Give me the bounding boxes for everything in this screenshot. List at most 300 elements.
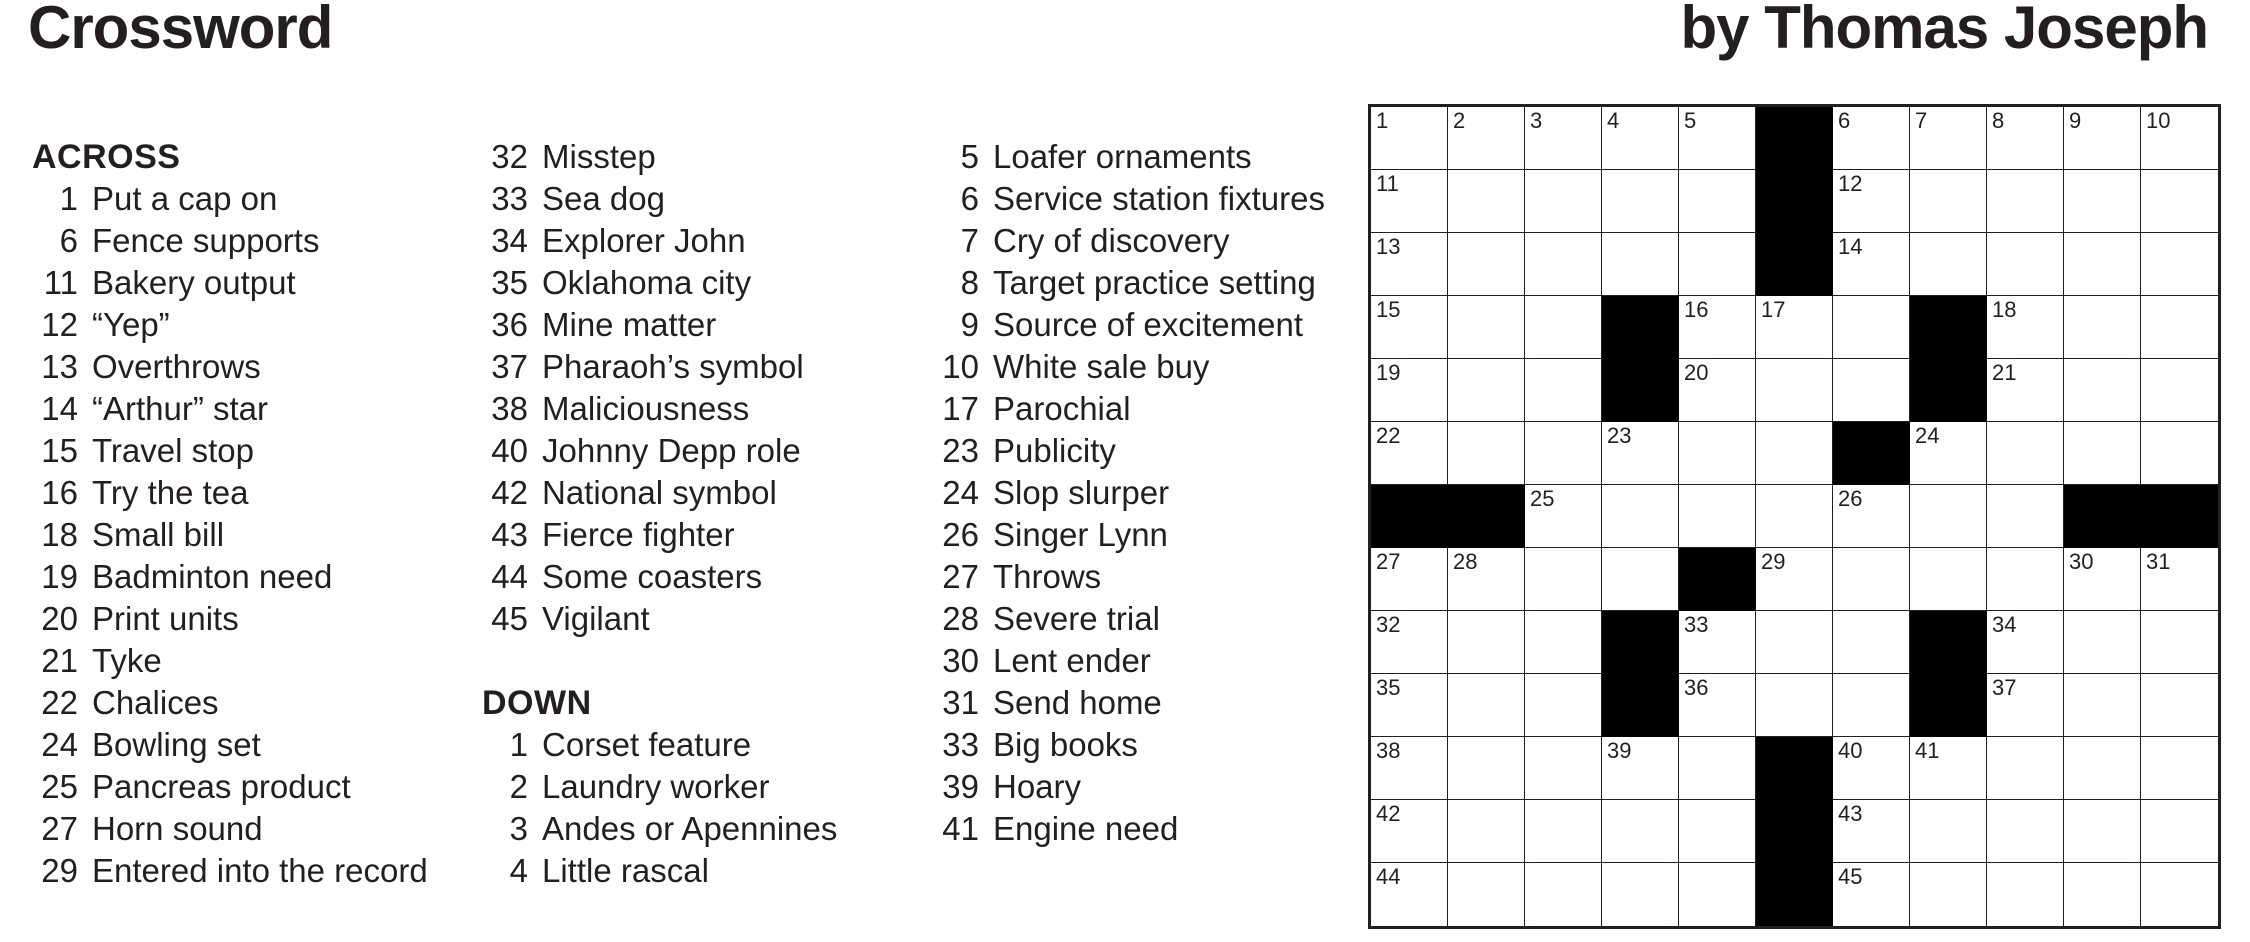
grid-cell[interactable] — [2064, 611, 2141, 674]
down-clue — [933, 304, 1373, 346]
across-clue — [32, 220, 472, 262]
clue-number: 13 — [41, 348, 78, 385]
clue-text: Explorer John — [542, 222, 746, 259]
grid-cell[interactable] — [1987, 674, 2064, 737]
black-square — [1910, 674, 1987, 737]
across-clue — [32, 682, 472, 724]
grid-cell[interactable] — [2064, 359, 2141, 422]
grid-cell[interactable] — [1602, 800, 1679, 863]
clue-text: Andes or Apennines — [542, 810, 838, 847]
grid-cell[interactable] — [1371, 611, 1448, 674]
grid-cell[interactable] — [2064, 548, 2141, 611]
cell-number: 38 — [1376, 738, 1401, 763]
grid-cell[interactable] — [1448, 233, 1525, 296]
clue-number: 30 — [942, 642, 979, 679]
grid-cell[interactable] — [1679, 296, 1756, 359]
clue-number: 33 — [491, 180, 528, 217]
clue-number: 40 — [491, 432, 528, 469]
clue-number: 39 — [942, 768, 979, 805]
grid-cell[interactable] — [1679, 107, 1756, 170]
clue-column-1 — [32, 136, 472, 892]
grid-cell[interactable] — [2141, 170, 2218, 233]
clue-text: Oklahoma city — [542, 264, 752, 301]
grid-cell[interactable] — [1448, 296, 1525, 359]
clue-number: 28 — [942, 600, 979, 637]
clue-text: Send home — [993, 684, 1162, 721]
clue-number: 12 — [41, 306, 78, 343]
cell-number: 1 — [1376, 108, 1389, 133]
grid-cell[interactable] — [1602, 863, 1679, 926]
clue-number: 23 — [942, 432, 979, 469]
grid-cell[interactable] — [1525, 107, 1602, 170]
black-square — [1679, 548, 1756, 611]
across-clue — [32, 430, 472, 472]
cell-number: 27 — [1376, 549, 1401, 574]
across-clue — [482, 514, 922, 556]
clue-number: 42 — [491, 474, 528, 511]
grid-cell[interactable] — [2141, 359, 2218, 422]
clue-number: 29 — [41, 852, 78, 889]
clue-number: 7 — [960, 222, 979, 259]
grid-cell[interactable] — [2064, 863, 2141, 926]
cell-number: 33 — [1684, 612, 1709, 637]
down-clue — [933, 388, 1373, 430]
clue-number: 1 — [509, 726, 528, 763]
grid-cell[interactable] — [1833, 170, 1910, 233]
clue-text: Vigilant — [542, 600, 650, 637]
grid-cell[interactable] — [1987, 107, 2064, 170]
grid-cell[interactable] — [1833, 233, 1910, 296]
grid-cell[interactable] — [1756, 422, 1833, 485]
cell-number: 10 — [2146, 108, 2171, 133]
grid-cell[interactable] — [1987, 422, 2064, 485]
clue-number: 14 — [41, 390, 78, 427]
clue-number: 32 — [491, 138, 528, 175]
grid-cell[interactable] — [1602, 107, 1679, 170]
cell-number: 16 — [1684, 297, 1709, 322]
grid-cell[interactable] — [1910, 170, 1987, 233]
grid-cell[interactable] — [1371, 674, 1448, 737]
clue-column-3 — [933, 136, 1373, 850]
clue-text: Lent ender — [993, 642, 1151, 679]
grid-cell[interactable] — [1679, 800, 1756, 863]
cell-number: 23 — [1607, 423, 1632, 448]
across-heading: ACROSS — [32, 138, 181, 176]
grid-cell[interactable] — [1525, 170, 1602, 233]
clue-text: Badminton need — [92, 558, 333, 595]
crossword-grid — [1368, 104, 2221, 929]
down-clue — [933, 346, 1373, 388]
clue-number: 45 — [491, 600, 528, 637]
black-square — [1756, 233, 1833, 296]
across-clue — [482, 430, 922, 472]
clue-number: 24 — [942, 474, 979, 511]
grid-cell[interactable] — [1371, 863, 1448, 926]
down-clue — [933, 598, 1373, 640]
down-clue — [933, 472, 1373, 514]
clue-text: Tyke — [92, 642, 162, 679]
grid-cell[interactable] — [1987, 737, 2064, 800]
grid-cell[interactable] — [1525, 296, 1602, 359]
cell-number: 15 — [1376, 297, 1401, 322]
grid-cell[interactable] — [2064, 233, 2141, 296]
grid-cell[interactable] — [1910, 737, 1987, 800]
black-square — [1602, 674, 1679, 737]
clue-number: 27 — [942, 558, 979, 595]
grid-cell[interactable] — [1602, 737, 1679, 800]
cell-number: 25 — [1530, 486, 1555, 511]
clue-text: Hoary — [993, 768, 1082, 805]
grid-cell[interactable] — [1756, 485, 1833, 548]
clue-text: Laundry worker — [542, 768, 770, 805]
across-clue — [32, 514, 472, 556]
down-clue — [933, 514, 1373, 556]
grid-cell[interactable] — [1602, 422, 1679, 485]
grid-cell[interactable] — [1987, 800, 2064, 863]
cell-number: 42 — [1376, 801, 1401, 826]
clue-text: Little rascal — [542, 852, 709, 889]
down-clue — [933, 640, 1373, 682]
across-clue — [482, 178, 922, 220]
grid-cell[interactable] — [2064, 674, 2141, 737]
clue-text: Pharaoh’s symbol — [542, 348, 804, 385]
cell-number: 40 — [1838, 738, 1863, 763]
down-clue — [933, 262, 1373, 304]
cell-number: 4 — [1607, 108, 1620, 133]
grid-cell[interactable] — [1756, 611, 1833, 674]
grid-cell[interactable] — [1525, 863, 1602, 926]
grid-cell[interactable] — [1679, 170, 1756, 233]
grid-cell[interactable] — [2141, 548, 2218, 611]
clue-number: 1 — [59, 180, 78, 217]
clue-text: Sea dog — [542, 180, 665, 217]
cell-number: 13 — [1376, 234, 1401, 259]
black-square — [1910, 359, 1987, 422]
grid-cell[interactable] — [1602, 233, 1679, 296]
clue-text: Small bill — [92, 516, 225, 553]
grid-cell[interactable] — [1679, 737, 1756, 800]
grid-cell[interactable] — [1833, 296, 1910, 359]
cell-number: 41 — [1915, 738, 1940, 763]
grid-cell[interactable] — [1371, 233, 1448, 296]
clue-number: 25 — [41, 768, 78, 805]
grid-cell[interactable] — [1910, 548, 1987, 611]
clue-text: Try the tea — [92, 474, 249, 511]
clue-text: Loafer ornaments — [993, 138, 1252, 175]
page-title: Crossword — [28, 0, 333, 61]
grid-cell[interactable] — [1371, 422, 1448, 485]
black-square — [1833, 422, 1910, 485]
grid-cell[interactable] — [1602, 170, 1679, 233]
across-clue — [482, 136, 922, 178]
cell-number: 37 — [1992, 675, 2017, 700]
cell-number: 24 — [1915, 423, 1940, 448]
clue-text: Bakery output — [92, 264, 296, 301]
grid-cell[interactable] — [1987, 863, 2064, 926]
clue-text: Cry of discovery — [993, 222, 1230, 259]
clue-number: 11 — [43, 264, 78, 301]
grid-cell[interactable] — [1833, 359, 1910, 422]
grid-cell[interactable] — [1679, 674, 1756, 737]
clue-text: Put a cap on — [92, 180, 278, 217]
down-clue — [933, 136, 1373, 178]
grid-cell[interactable] — [1987, 296, 2064, 359]
grid-cell[interactable] — [1448, 674, 1525, 737]
cell-number: 28 — [1453, 549, 1478, 574]
clue-number: 38 — [491, 390, 528, 427]
black-square — [2064, 485, 2141, 548]
grid-cell[interactable] — [1448, 737, 1525, 800]
grid-cell[interactable] — [2141, 296, 2218, 359]
black-square — [1371, 485, 1448, 548]
grid-cell[interactable] — [1833, 737, 1910, 800]
grid-cell[interactable] — [1525, 548, 1602, 611]
across-clue — [32, 178, 472, 220]
across-clue — [32, 766, 472, 808]
clue-text: Publicity — [993, 432, 1116, 469]
cell-number: 30 — [2069, 549, 2094, 574]
down-clue — [482, 766, 922, 808]
grid-cell[interactable] — [1910, 863, 1987, 926]
grid-cell[interactable] — [1910, 422, 1987, 485]
grid-cell[interactable] — [2141, 863, 2218, 926]
grid-cell[interactable] — [1756, 296, 1833, 359]
cell-number: 32 — [1376, 612, 1401, 637]
grid-cell[interactable] — [2064, 737, 2141, 800]
clue-text: Singer Lynn — [993, 516, 1168, 553]
grid-cell[interactable] — [1833, 107, 1910, 170]
across-clue — [32, 598, 472, 640]
clue-text: White sale buy — [993, 348, 1210, 385]
grid-cell[interactable] — [2064, 170, 2141, 233]
grid-cell[interactable] — [2064, 296, 2141, 359]
grid-cell[interactable] — [1525, 800, 1602, 863]
clue-number: 31 — [942, 684, 979, 721]
grid-cell[interactable] — [1448, 548, 1525, 611]
clue-text: Pancreas product — [92, 768, 351, 805]
clue-text: Horn sound — [92, 810, 263, 847]
cell-number: 18 — [1992, 297, 2017, 322]
grid-cell[interactable] — [2141, 737, 2218, 800]
grid-cell[interactable] — [1525, 422, 1602, 485]
clue-text: National symbol — [542, 474, 777, 511]
down-clue — [933, 178, 1373, 220]
black-square — [2141, 485, 2218, 548]
grid-cell[interactable] — [2141, 233, 2218, 296]
down-clue — [933, 808, 1373, 850]
clue-number: 6 — [59, 222, 78, 259]
clue-text: Chalices — [92, 684, 219, 721]
grid-cell[interactable] — [1525, 611, 1602, 674]
grid-cell[interactable] — [1371, 737, 1448, 800]
clue-number: 19 — [41, 558, 78, 595]
grid-cell[interactable] — [1679, 359, 1756, 422]
grid-cell[interactable] — [1448, 800, 1525, 863]
grid-cell[interactable] — [1987, 485, 2064, 548]
grid-cell[interactable] — [2064, 422, 2141, 485]
clue-number: 16 — [41, 474, 78, 511]
clue-number: 43 — [491, 516, 528, 553]
across-clue — [32, 472, 472, 514]
grid-cell[interactable] — [1910, 233, 1987, 296]
cell-number: 29 — [1761, 549, 1786, 574]
down-clue — [482, 724, 922, 766]
grid-cell[interactable] — [1987, 611, 2064, 674]
grid-cell[interactable] — [1833, 611, 1910, 674]
grid-cell[interactable] — [1448, 359, 1525, 422]
grid-cell[interactable] — [1448, 422, 1525, 485]
clue-text: Fierce fighter — [542, 516, 735, 553]
across-clue — [32, 850, 472, 892]
clue-number: 17 — [942, 390, 979, 427]
down-clue — [933, 556, 1373, 598]
grid-cell[interactable] — [1448, 107, 1525, 170]
clue-text: Print units — [92, 600, 239, 637]
grid-cell[interactable] — [2141, 674, 2218, 737]
clue-number: 3 — [509, 810, 528, 847]
grid-cell[interactable] — [1525, 485, 1602, 548]
grid-cell[interactable] — [1987, 233, 2064, 296]
clue-number: 5 — [960, 138, 979, 175]
cell-number: 43 — [1838, 801, 1863, 826]
cell-number: 19 — [1376, 360, 1401, 385]
cell-number: 39 — [1607, 738, 1632, 763]
grid-cell[interactable] — [1987, 170, 2064, 233]
clue-number: 27 — [41, 810, 78, 847]
clue-number: 37 — [491, 348, 528, 385]
clue-text: Slop slurper — [993, 474, 1170, 511]
across-clue — [482, 304, 922, 346]
clue-number: 15 — [41, 432, 78, 469]
black-square — [1756, 800, 1833, 863]
down-clue — [933, 220, 1373, 262]
cell-number: 20 — [1684, 360, 1709, 385]
across-clue — [32, 556, 472, 598]
clue-number: 35 — [491, 264, 528, 301]
cell-number: 3 — [1530, 108, 1543, 133]
clue-number: 34 — [491, 222, 528, 259]
grid-cell[interactable] — [1371, 548, 1448, 611]
grid-cell[interactable] — [1987, 359, 2064, 422]
down-clue — [933, 682, 1373, 724]
grid-cell[interactable] — [1756, 674, 1833, 737]
grid-cell[interactable] — [1910, 107, 1987, 170]
clue-text: Service station fixtures — [993, 180, 1325, 217]
clue-number: 10 — [942, 348, 979, 385]
clue-number: 18 — [41, 516, 78, 553]
across-clue — [32, 304, 472, 346]
grid-cell[interactable] — [1679, 485, 1756, 548]
grid-cell[interactable] — [1525, 674, 1602, 737]
grid-cell[interactable] — [1833, 863, 1910, 926]
grid-cell[interactable] — [1910, 800, 1987, 863]
clue-number: 41 — [942, 810, 979, 847]
across-clue — [482, 556, 922, 598]
clue-number: 26 — [942, 516, 979, 553]
clue-text: Parochial — [993, 390, 1131, 427]
grid-cell[interactable] — [2141, 107, 2218, 170]
clue-number: 8 — [960, 264, 979, 301]
grid-cell[interactable] — [2141, 422, 2218, 485]
grid-cell[interactable] — [1525, 233, 1602, 296]
black-square — [1602, 611, 1679, 674]
cell-number: 5 — [1684, 108, 1697, 133]
grid-cell[interactable] — [1910, 485, 1987, 548]
grid-cell[interactable] — [2064, 800, 2141, 863]
clue-text: Entered into the record — [92, 852, 428, 889]
grid-cell[interactable] — [1448, 863, 1525, 926]
grid-cell[interactable] — [2141, 611, 2218, 674]
clue-text: Fence supports — [92, 222, 320, 259]
clue-number: 36 — [491, 306, 528, 343]
grid-cell[interactable] — [1833, 548, 1910, 611]
grid-cell[interactable] — [1371, 107, 1448, 170]
down-clue — [482, 808, 922, 850]
grid-cell[interactable] — [1371, 170, 1448, 233]
down-clue — [482, 850, 922, 892]
clue-number: 44 — [491, 558, 528, 595]
clue-text: Mine matter — [542, 306, 717, 343]
across-clue — [32, 640, 472, 682]
grid-cell[interactable] — [1987, 548, 2064, 611]
grid-cell[interactable] — [1371, 800, 1448, 863]
grid-cell[interactable] — [1448, 611, 1525, 674]
grid-cell[interactable] — [1602, 485, 1679, 548]
grid-cell[interactable] — [1679, 611, 1756, 674]
cell-number: 44 — [1376, 864, 1401, 889]
cell-number: 12 — [1838, 171, 1863, 196]
grid-cell[interactable] — [1448, 170, 1525, 233]
grid-cell[interactable] — [1602, 548, 1679, 611]
cell-number: 34 — [1992, 612, 2017, 637]
clue-text: Some coasters — [542, 558, 763, 595]
cell-number: 6 — [1838, 108, 1851, 133]
clue-column-2 — [482, 136, 922, 892]
grid-cell[interactable] — [1679, 422, 1756, 485]
cell-number: 8 — [1992, 108, 2005, 133]
grid-cell[interactable] — [1756, 359, 1833, 422]
grid-cell[interactable] — [1525, 737, 1602, 800]
grid-cell[interactable] — [1371, 296, 1448, 359]
down-clue — [933, 430, 1373, 472]
clue-text: Overthrows — [92, 348, 261, 385]
cell-number: 36 — [1684, 675, 1709, 700]
clue-number: 33 — [942, 726, 979, 763]
across-clue — [32, 388, 472, 430]
grid-cell[interactable] — [1833, 674, 1910, 737]
grid-cell[interactable] — [2141, 800, 2218, 863]
cell-number: 35 — [1376, 675, 1401, 700]
clue-text: Corset feature — [542, 726, 752, 763]
clue-text: Throws — [993, 558, 1102, 595]
across-clue — [32, 724, 472, 766]
cell-number: 7 — [1915, 108, 1928, 133]
grid-cell[interactable] — [1679, 863, 1756, 926]
black-square — [1602, 359, 1679, 422]
grid-cell[interactable] — [1525, 359, 1602, 422]
across-clue — [482, 472, 922, 514]
clue-text: Misstep — [542, 138, 656, 175]
grid-cell[interactable] — [1833, 485, 1910, 548]
clue-number: 24 — [41, 726, 78, 763]
grid-cell[interactable] — [1833, 800, 1910, 863]
grid-cell[interactable] — [1371, 359, 1448, 422]
grid-cell[interactable] — [1679, 233, 1756, 296]
grid-cell[interactable] — [1756, 548, 1833, 611]
grid-cell[interactable] — [2064, 107, 2141, 170]
cell-number: 45 — [1838, 864, 1863, 889]
black-square — [1910, 296, 1987, 359]
